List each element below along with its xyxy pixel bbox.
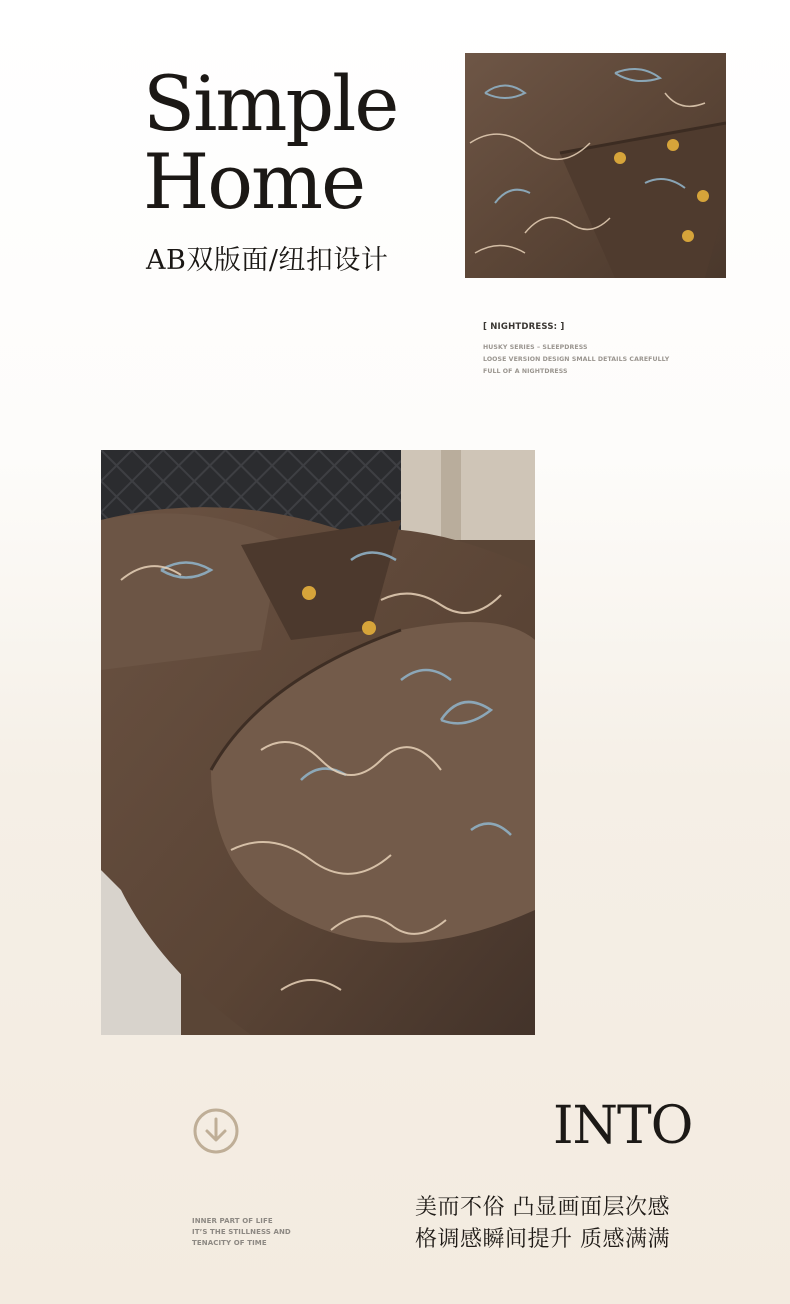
nightdress-line: FULL OF A NIGHTDRESS [483, 368, 568, 375]
title-home: Home [143, 137, 365, 226]
nightdress-line: HUSKY SERIES – SLEEPDRESS [483, 344, 588, 351]
nightdress-line: LOOSE VERSION DESIGN SMALL DETAILS CAREFULLY [483, 356, 670, 363]
inner-life-line: IT’S THE STILLNESS AND [192, 1228, 291, 1236]
inner-life-line: TENACITY OF TIME [192, 1239, 267, 1247]
title-simple: Simple [143, 59, 398, 148]
into-heading: INTO [553, 1096, 693, 1156]
arrow-down-circle-icon [192, 1107, 240, 1155]
subtitle-ab-design: AB双版面/纽扣设计 [146, 245, 389, 276]
slogan-line-2: 格调感瞬间提升 质感满满 [415, 1227, 670, 1252]
nightdress-title: [ NIGHTDRESS: ] [483, 322, 565, 332]
slogan-line-1: 美而不俗 凸显画面层次感 [415, 1195, 670, 1220]
inner-life-line: INNER PART OF LIFE [192, 1217, 273, 1225]
bedding-main-photo [101, 450, 535, 1035]
pillow-closeup-photo [465, 53, 726, 278]
